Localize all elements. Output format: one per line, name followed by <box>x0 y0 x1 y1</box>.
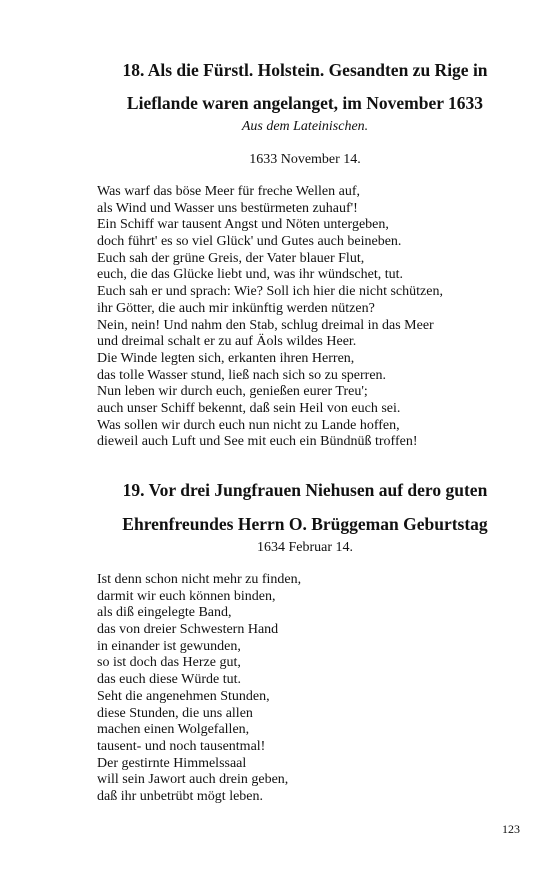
poem-19-title-line-2: Ehrenfreundes Herrn O. Brüggeman Geburtstag <box>122 514 488 534</box>
poem-18-title-line-2: Lieflande waren angelanget, im November 1633 <box>126 93 484 113</box>
poem-line: Der gestirnte Himmelssaal <box>97 755 247 771</box>
page-number: 123 <box>502 822 520 836</box>
poem-line: darmit wir euch können binden, <box>97 588 276 604</box>
poem-line: Ein Schiff war tausent Angst und Nöten untergeben, <box>97 217 389 233</box>
poem-line: dieweil auch Luft und See mit euch ein Bündnüß troffen! <box>97 434 418 450</box>
poem-line: Euch sah er und sprach: Wie? Soll ich hier die nicht schützen, <box>97 284 443 300</box>
poem-line: Die Winde legten sich, erkanten ihren Herren, <box>97 350 355 366</box>
poem-line: so ist doch das Herze gut, <box>97 655 241 671</box>
poem-line: Nun leben wir durch euch, genießen eurer Treu'; <box>97 384 368 400</box>
poem-line: will sein Jawort auch drein geben, <box>97 772 289 788</box>
poem-line: machen einen Wolgefallen, <box>97 722 250 738</box>
poem-line: tausent- und noch tausentmal! <box>97 738 266 754</box>
poem-line: Was warf das böse Meer für freche Wellen auf, <box>97 184 360 199</box>
poem-18-source-note: Aus dem Lateinischen. <box>241 119 369 134</box>
poem-line: euch, die das Glücke liebt und, was ihr wündschet, tut. <box>97 267 403 283</box>
poem-19-date: 1634 Februar 14. <box>256 540 354 555</box>
poem-line: und dreimal schalt er zu auf Äols wildes Heer. <box>97 334 357 350</box>
poem-line: in einander ist gewunden, <box>97 638 241 654</box>
poem-line: Nein, nein! Und nahm den Stab, schlug dreimal in das Meer <box>97 317 434 333</box>
poem-18-text <box>97 184 537 451</box>
poem-line: Euch sah der grüne Greis, der Vater blauer Flut, <box>97 250 365 266</box>
poem-line: Ist denn schon nicht mehr zu finden, <box>97 572 302 587</box>
poem-line: Was sollen wir durch euch nun nicht zu Lande hoffen, <box>97 417 400 433</box>
poem-line: das von dreier Schwestern Hand <box>97 622 279 638</box>
poem-line: als Wind und Wasser uns bestürmeten zuhauf'! <box>97 200 358 216</box>
poem-line: das euch diese Würde tut. <box>97 672 241 688</box>
poem-18-date: 1633 November 14. <box>249 152 361 167</box>
poem-line: daß ihr unbetrübt mögt leben. <box>97 788 264 804</box>
poem-19-title-line-1: 19. Vor drei Jungfrauen Niehusen auf dero guten <box>122 480 488 500</box>
poem-line: auch unser Schiff bekennt, daß sein Heil von euch sei. <box>97 400 401 416</box>
poem-line: doch führt' es so viel Glück' und Gutes auch beineben. <box>97 234 402 250</box>
poem-line: das tolle Wasser stund, ließ nach sich so zu sperren. <box>97 367 387 383</box>
poem-line: ihr Götter, die auch mir inkünftig werden nützen? <box>97 300 375 316</box>
poem-19-text <box>97 572 537 806</box>
poem-line: Seht die angenehmen Stunden, <box>97 688 270 704</box>
poem-18-title-line-1: 18. Als die Fürstl. Holstein. Gesandten zu Rige in <box>122 60 488 80</box>
poem-line: diese Stunden, die uns allen <box>97 705 253 721</box>
poem-line: als diß eingelegte Band, <box>97 605 232 621</box>
